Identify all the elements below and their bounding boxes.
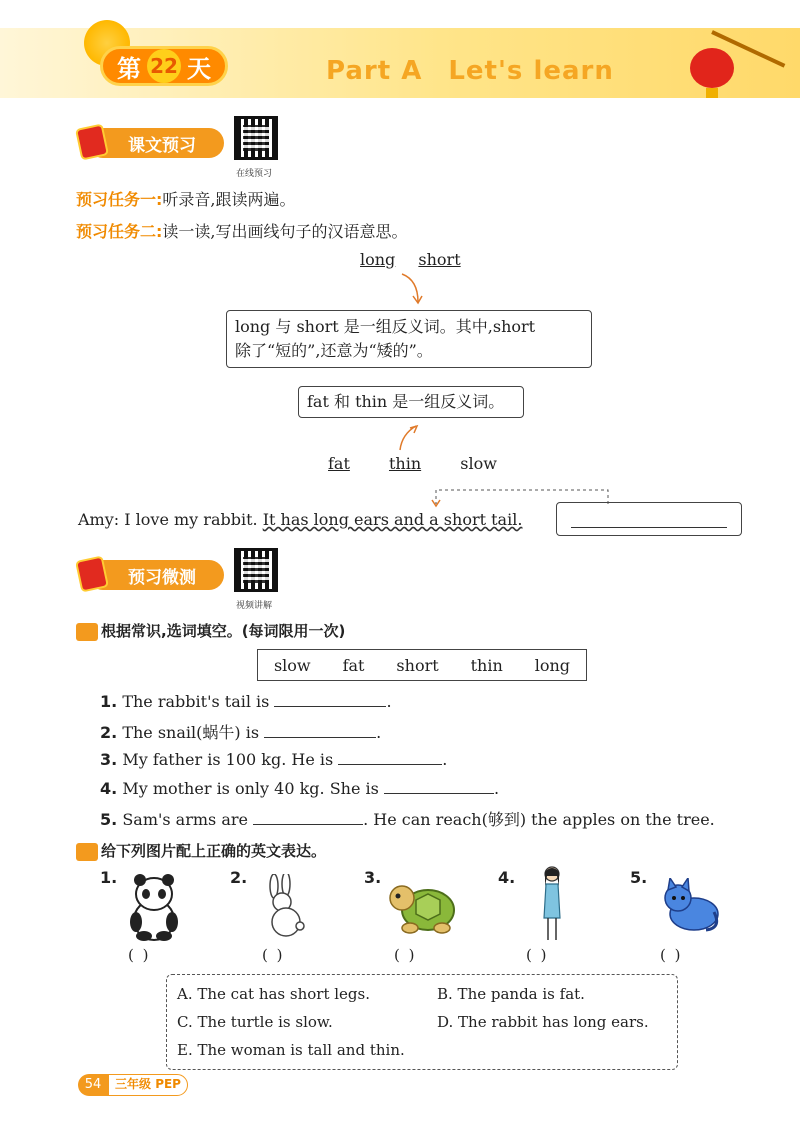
question-5 (100, 807, 715, 830)
answer-paren[interactable]: ( ) (660, 946, 683, 964)
answer-paren[interactable]: ( ) (262, 946, 285, 964)
question-number: 4. (100, 779, 118, 798)
question-number: 1. (100, 692, 118, 711)
word-bank-item: long (534, 655, 571, 675)
picture-number: 2. (230, 868, 248, 887)
task-one-label: 预习任务一: (76, 190, 163, 209)
arrow-down-icon (396, 270, 426, 306)
question-text: Sam's arms are (122, 810, 248, 829)
option-b: B. The panda is fat. (437, 985, 585, 1003)
section-one-title (76, 620, 345, 641)
question-number: 2. (100, 723, 118, 742)
section-one-title-text: 根据常识,选词填空。(每词限用一次) (101, 622, 346, 640)
question-1 (100, 691, 392, 711)
word-thin: thin (388, 454, 422, 473)
qr-code-icon[interactable] (234, 548, 278, 592)
question-2 (100, 720, 381, 743)
qr-code-icon[interactable] (234, 116, 278, 160)
question-4 (100, 778, 499, 798)
panda-icon (128, 872, 180, 942)
task-two-label: 预习任务二: (76, 222, 163, 241)
picture-number: 3. (364, 868, 382, 887)
word-short: short (418, 250, 461, 269)
note1-line2: 除了“短的”,还意为“矮的”。 (235, 341, 433, 360)
word-bank-item: thin (470, 655, 503, 675)
qr-caption: 在线预习 (236, 169, 273, 179)
amy-underlined: It has long ears and a short tail. (262, 510, 523, 529)
word-row-fat-thin-slow (328, 454, 497, 473)
arrow-up-icon (394, 424, 424, 454)
option-c: C. The turtle is slow. (177, 1013, 333, 1031)
day-suffix: 天 (187, 54, 211, 83)
section-two-marker-icon (76, 843, 98, 861)
word-bank (257, 649, 587, 681)
question-number: 3. (100, 750, 118, 769)
preview-badge (88, 128, 224, 158)
word-bank-item: fat (342, 655, 365, 675)
word-pair-long-short (360, 250, 461, 269)
section-two-title-text: 给下列图片配上正确的英文表达。 (101, 842, 327, 860)
question-text: The rabbit's tail is (122, 692, 270, 711)
lesson-title: Let's learn (448, 56, 614, 86)
part-label: Part A (326, 56, 423, 86)
lantern-tassel-icon (706, 88, 718, 98)
note2-text: fat 和 thin 是一组反义词。 (307, 392, 505, 411)
question-text: The snail(蜗牛) is (122, 723, 260, 742)
answer-blank[interactable] (264, 722, 376, 738)
answer-blank[interactable] (253, 809, 363, 825)
picture-number: 4. (498, 868, 516, 887)
rabbit-icon (258, 874, 310, 940)
quiz-badge-label: 预习微测 (128, 567, 196, 588)
picture-number: 1. (100, 868, 118, 887)
quiz-badge (88, 560, 224, 590)
question-3 (100, 749, 447, 769)
section-two-title (76, 840, 326, 861)
option-a: A. The cat has short legs. (177, 985, 370, 1003)
picture-number: 5. (630, 868, 648, 887)
task-two (76, 219, 408, 242)
cat-icon (656, 878, 722, 936)
answer-paren[interactable]: ( ) (526, 946, 549, 964)
word-fat: fat (328, 454, 350, 473)
option-d: D. The rabbit has long ears. (437, 1013, 649, 1031)
question-text: My father is 100 kg. He is (122, 750, 334, 769)
question-text: My mother is only 40 kg. She is (122, 779, 379, 798)
word-slow: slow (460, 454, 497, 473)
preview-badge-label: 课文预习 (128, 135, 196, 156)
note-box-fat-thin (298, 386, 524, 418)
question-number: 5. (100, 810, 118, 829)
options-box (166, 974, 678, 1070)
answer-blank[interactable] (274, 691, 386, 707)
woman-icon (536, 864, 568, 946)
task-two-text: 读一读,写出画线句子的汉语意思。 (162, 222, 408, 241)
amy-prefix: Amy: I love my rabbit. (78, 510, 258, 529)
word-bank-item: slow (273, 655, 311, 675)
qr-caption-video: 视频讲解 (236, 601, 273, 611)
answer-paren[interactable]: ( ) (128, 946, 151, 964)
turtle-icon (386, 876, 456, 938)
day-number: 22 (147, 49, 181, 83)
question-end: . (442, 750, 448, 769)
answer-blank[interactable] (384, 778, 494, 794)
question-end: . He can reach(够到) the apples on the tree. (363, 810, 715, 829)
amy-sentence (78, 510, 522, 529)
word-long: long (360, 250, 396, 269)
question-end: . (376, 723, 382, 742)
translation-line (571, 527, 727, 528)
day-prefix: 第 (117, 54, 141, 83)
word-bank-item: short (396, 655, 439, 675)
grade-label: 三年级 PEP (108, 1074, 188, 1096)
answer-blank[interactable] (338, 749, 442, 765)
question-end: . (493, 779, 500, 798)
question-end: . (386, 692, 392, 711)
note-box-short (226, 310, 592, 368)
option-e: E. The woman is tall and thin. (177, 1041, 405, 1059)
task-one (76, 187, 296, 210)
day-badge (100, 46, 228, 86)
answer-paren[interactable]: ( ) (394, 946, 417, 964)
section-one-marker-icon (76, 623, 98, 641)
lantern-icon (690, 48, 734, 88)
note1-line1: long 与 short 是一组反义词。其中,short (235, 317, 536, 336)
translation-answer-box[interactable] (556, 502, 742, 536)
task-one-text: 听录音,跟读两遍。 (162, 190, 296, 209)
page-title (326, 56, 614, 86)
page-number: 54 (78, 1074, 108, 1096)
